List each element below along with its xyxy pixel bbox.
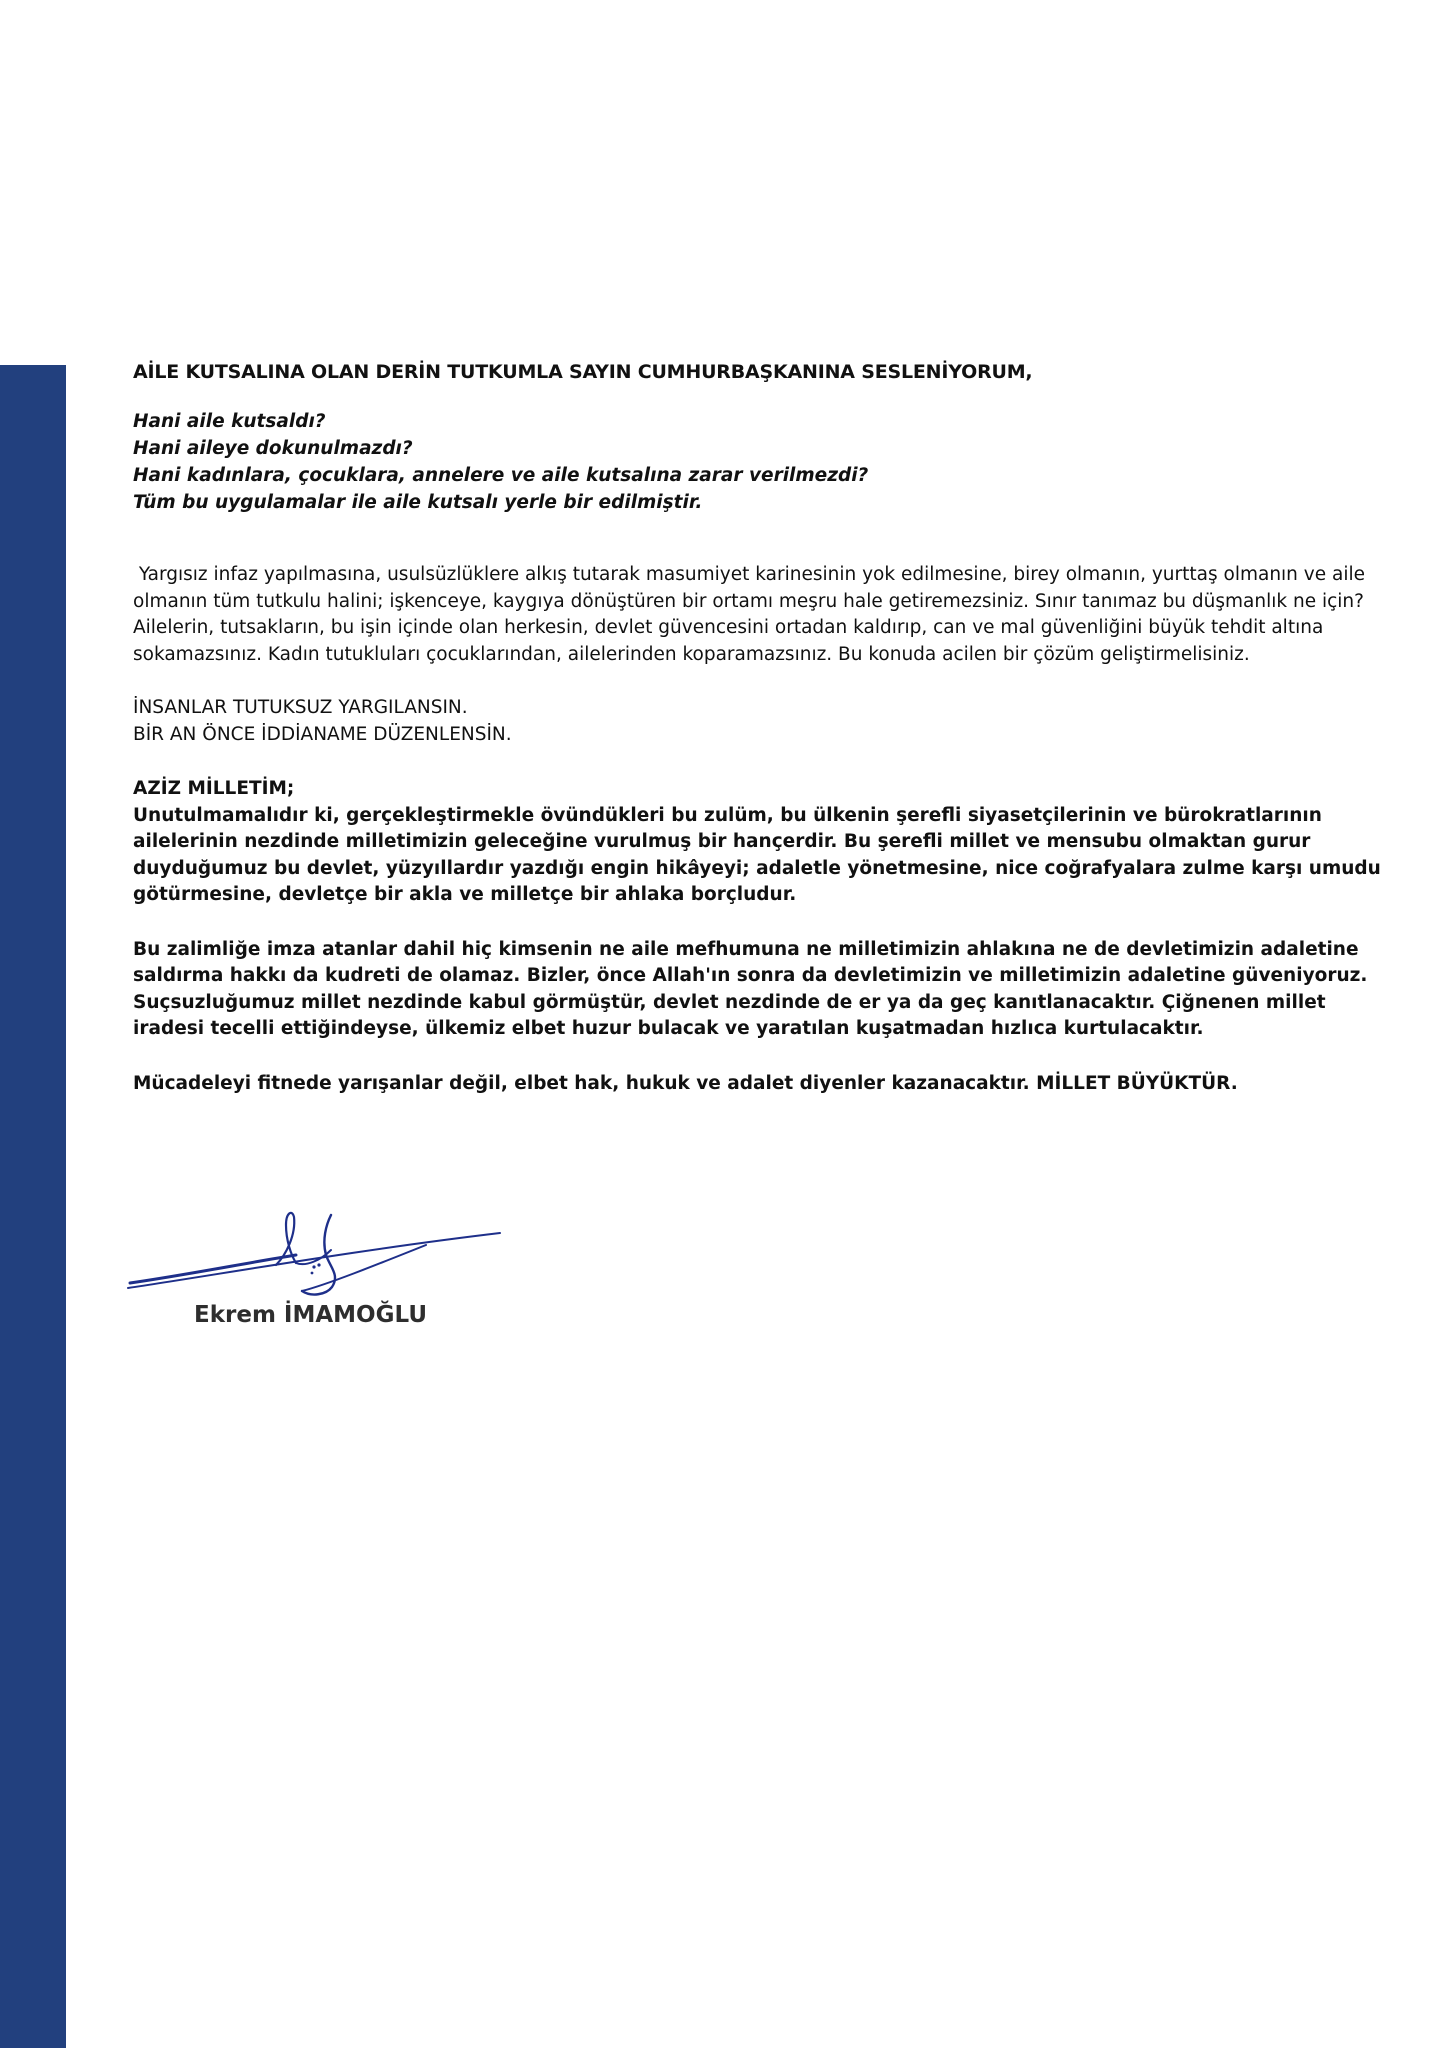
letter-heading: AİLE KUTSALINA OLAN DERİN TUTKUMLA SAYIN CUMHURBAŞKANINA SESLENİYORUM, xyxy=(133,361,1033,383)
letter-body xyxy=(133,358,1393,1097)
paragraph-nation: Unutulmamalıdır ki, gerçekleştirmekle övündükleri bu zulüm, bu ülkenin şerefli siyasetçilerinin ve bürokratlarının ailelerinin nezdinde milletimizin geleceğine vurulmuş bir hançerdir. Bu şerefli millet ve mensubu olmaktan gurur duyduğumuz bu devlet, yüzyıllardır yazdığı engin hikâyeyi; adaletle yönetmesine, nice coğrafyalara zulme karşı umudu götürmesine, devletçe bir akla ve milletçe bir ahlaka borçludur. xyxy=(133,804,1381,905)
side-accent-bar xyxy=(0,365,66,2048)
paragraph-justice: Bu zalimliğe imza atanlar dahil hiç kimsenin ne aile mefhumuna ne milletimizin ahlakına ne de devletimizin adaletine saldırma hakkı da kudreti de olamaz. Bizler, önce Allah'ın sonra da devletimizin ve milletimizin adaletine güveniyoruz. Suçsuzluğumuz millet nezdinde kabul görmüştür, devlet nezdinde de er ya da geç kanıtlanacaktır. Çiğnenen millet iradesi tecelli ettiğindeyse, ülkemiz elbet huzur bulacak ve yaratılan kuşatmadan hızlıca kurtulacaktır. xyxy=(133,938,1368,1039)
salutation: AZİZ MİLLETİM; xyxy=(133,778,295,799)
signature-image xyxy=(126,1205,506,1305)
question-line: Hani aile kutsaldı? xyxy=(133,411,326,432)
demands xyxy=(133,695,1393,748)
demand-line: İNSANLAR TUTUKSUZ YARGILANSIN. xyxy=(133,697,468,718)
question-line: Hani aileye dokunulmazdı? xyxy=(133,438,413,459)
paragraph-closing: Mücadeleyi fitnede yarışanlar değil, elbet hak, hukuk ve adalet diyenler kazanacaktır. MİLLET BÜYÜKTÜR. xyxy=(133,1072,1238,1094)
question-line: Tüm bu uygulamalar ile aile kutsalı yerle bir edilmiştir. xyxy=(133,492,703,513)
demand-line: BİR AN ÖNCE İDDİANAME DÜZENLENSİN. xyxy=(133,723,512,745)
rhetorical-questions xyxy=(133,408,1393,516)
question-line: Hani kadınlara, çocuklara, annelere ve aile kutsalına zarar verilmezdi? xyxy=(133,465,869,486)
paragraph-accusation: Yargısız infaz yapılmasına, usulsüzlüklere alkış tutarak masumiyet karinesinin yok edilmesine, birey olmanın, yurttaş olmanın ve aile olmanın tüm tutkulu halini; işkenceye, kaygıya dönüştüren bir ortamı meşru hale getiremezsiniz. Sınır tanımaz bu düşmanlık ne için? Ailelerin, tutsakların, bu işin içinde olan herkesin, devlet güvencesini ortadan kaldırıp, can ve mal güvenliğini büyük tehdit altına sokamazsınız. Kadın tutukluları çocuklarından, ailelerinden koparamazsınız. Bu konuda acilen bir çözüm geliştirmelisiniz. xyxy=(133,564,1371,665)
signer-name: Ekrem İMAMOĞLU xyxy=(194,1302,427,1328)
